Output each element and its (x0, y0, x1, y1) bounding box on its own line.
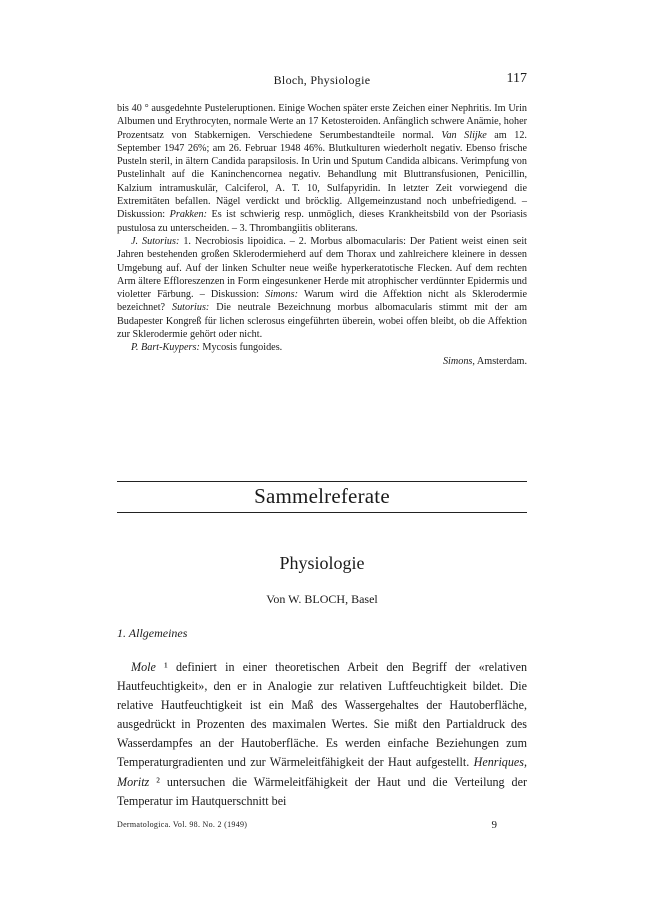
case-paragraph: P. Bart-Kuypers: Mycosis fungoides. (131, 342, 283, 354)
case-paragraph: J. Sutorius: 1. Necrobiosis lipoidica. – 2. Morbus albomacularis: Der Patient weist einen seit Jahren bestehenden großen Sklerodermieherd auf dem Thorax und zahlreichere kleinere in dessen Umgebung auf. Auf der linken Schulter neue weiße hyperkeratotische Flecken. Auf dem rechten Arm ältere Effloreszenzen in Form eingesunkener Herde mit atrophischer verdünnter Epidermis und violetter Färbung. – Diskussion: Simons: Warum wird die Affektion nicht als Sklerodermie bezeichnet? Sutorius: Die neutrale Bezeichnung morbus albomacularis stimmt mit der am Budapester Kongreß für lichen sclerosus eingeführten überein, wobei offen bleibt, ob die Affektion zur Sklerodermie gehört oder nicht. (117, 235, 528, 341)
subsection-heading: 1. Allgemeines (117, 626, 188, 640)
case-paragraph: bis 40 ° ausgedehnte Pusteleruptionen. Einige Wochen später erste Zeichen einer Nephritis. Im Urin Albumen und Erythrocyten, normale Werte an 17 Ketosteroiden. Anfänglich schwere Anämie, hoher Prozentsatz von Stabkernigen. Verschiedene Serumbestandteile normal. Van Slijke am 12. September 1947 26%; am 26. Februar 1948 46%. Blutkulturen wiederholt negativ. Ebenso frische Pusteln steril, in ältern Candida parapsilosis. In Urin und Sputum Candida albicans. Verimpfung von Pustelinhalt auf die Kaninchencornea negativ. Behandlung mit Bluttransfusionen, Penicillin, Kalzium intramuskulär, Calciferol, A. T. 10, Sulfapyridin. In letzter Zeit vorwiegend die Extremitäten befallen. Nägel verdickt und bröcklig. Allgemeinzustand noch unbefriedigend. – Diskussion: Prakken: Es ist schwierig resp. unmöglich, dieses Krankheitsbild von der Psoriasis pustulosa zu unterscheiden. – 3. Thrombangiitis obliterans. (117, 103, 527, 234)
case-report-text (117, 102, 527, 368)
top-divider-rule (117, 481, 527, 482)
signature-mark: 9 (491, 819, 497, 831)
journal-citation: Dermatologica. Vol. 98. No. 2 (1949) (117, 820, 248, 829)
signature: Simons, Amsterdam. (442, 355, 527, 367)
page-footer (117, 820, 527, 832)
page-number: 117 (506, 71, 527, 86)
running-title: Bloch, Physiologie (273, 73, 371, 87)
body-paragraph: Mole ¹ definiert in einer theoretischen Arbeit den Begriff der «relativen Hautfeuchtigkeit», den er in Analogie zur relativen Luftfeuchtigkeit bildet. Die relative Hautfeuchtigkeit ist ein Maß des Wassergehaltes der Hautoberfläche, ausgedrückt in Prozenten des maximalen Wertes. Sie mißt den Partialdruck des Wasserdampfes an der Hautoberfläche. Es werden einfache Beziehungen zum Temperaturgradienten und zur Wärmeleitfähigkeit der Haut aufgestellt. Henriques, Moritz ² untersuchen die Wärmeleitfähigkeit der Haut und die Verteilung der Temperatur im Hautquerschnitt bei (117, 660, 527, 808)
section-title: Sammelreferate (254, 484, 390, 508)
page-header (117, 73, 527, 89)
article-title: Physiologie (279, 553, 365, 573)
author-line: Von W. BLOCH, Basel (266, 592, 378, 606)
bottom-divider-rule (117, 512, 527, 513)
article-body (117, 658, 527, 811)
